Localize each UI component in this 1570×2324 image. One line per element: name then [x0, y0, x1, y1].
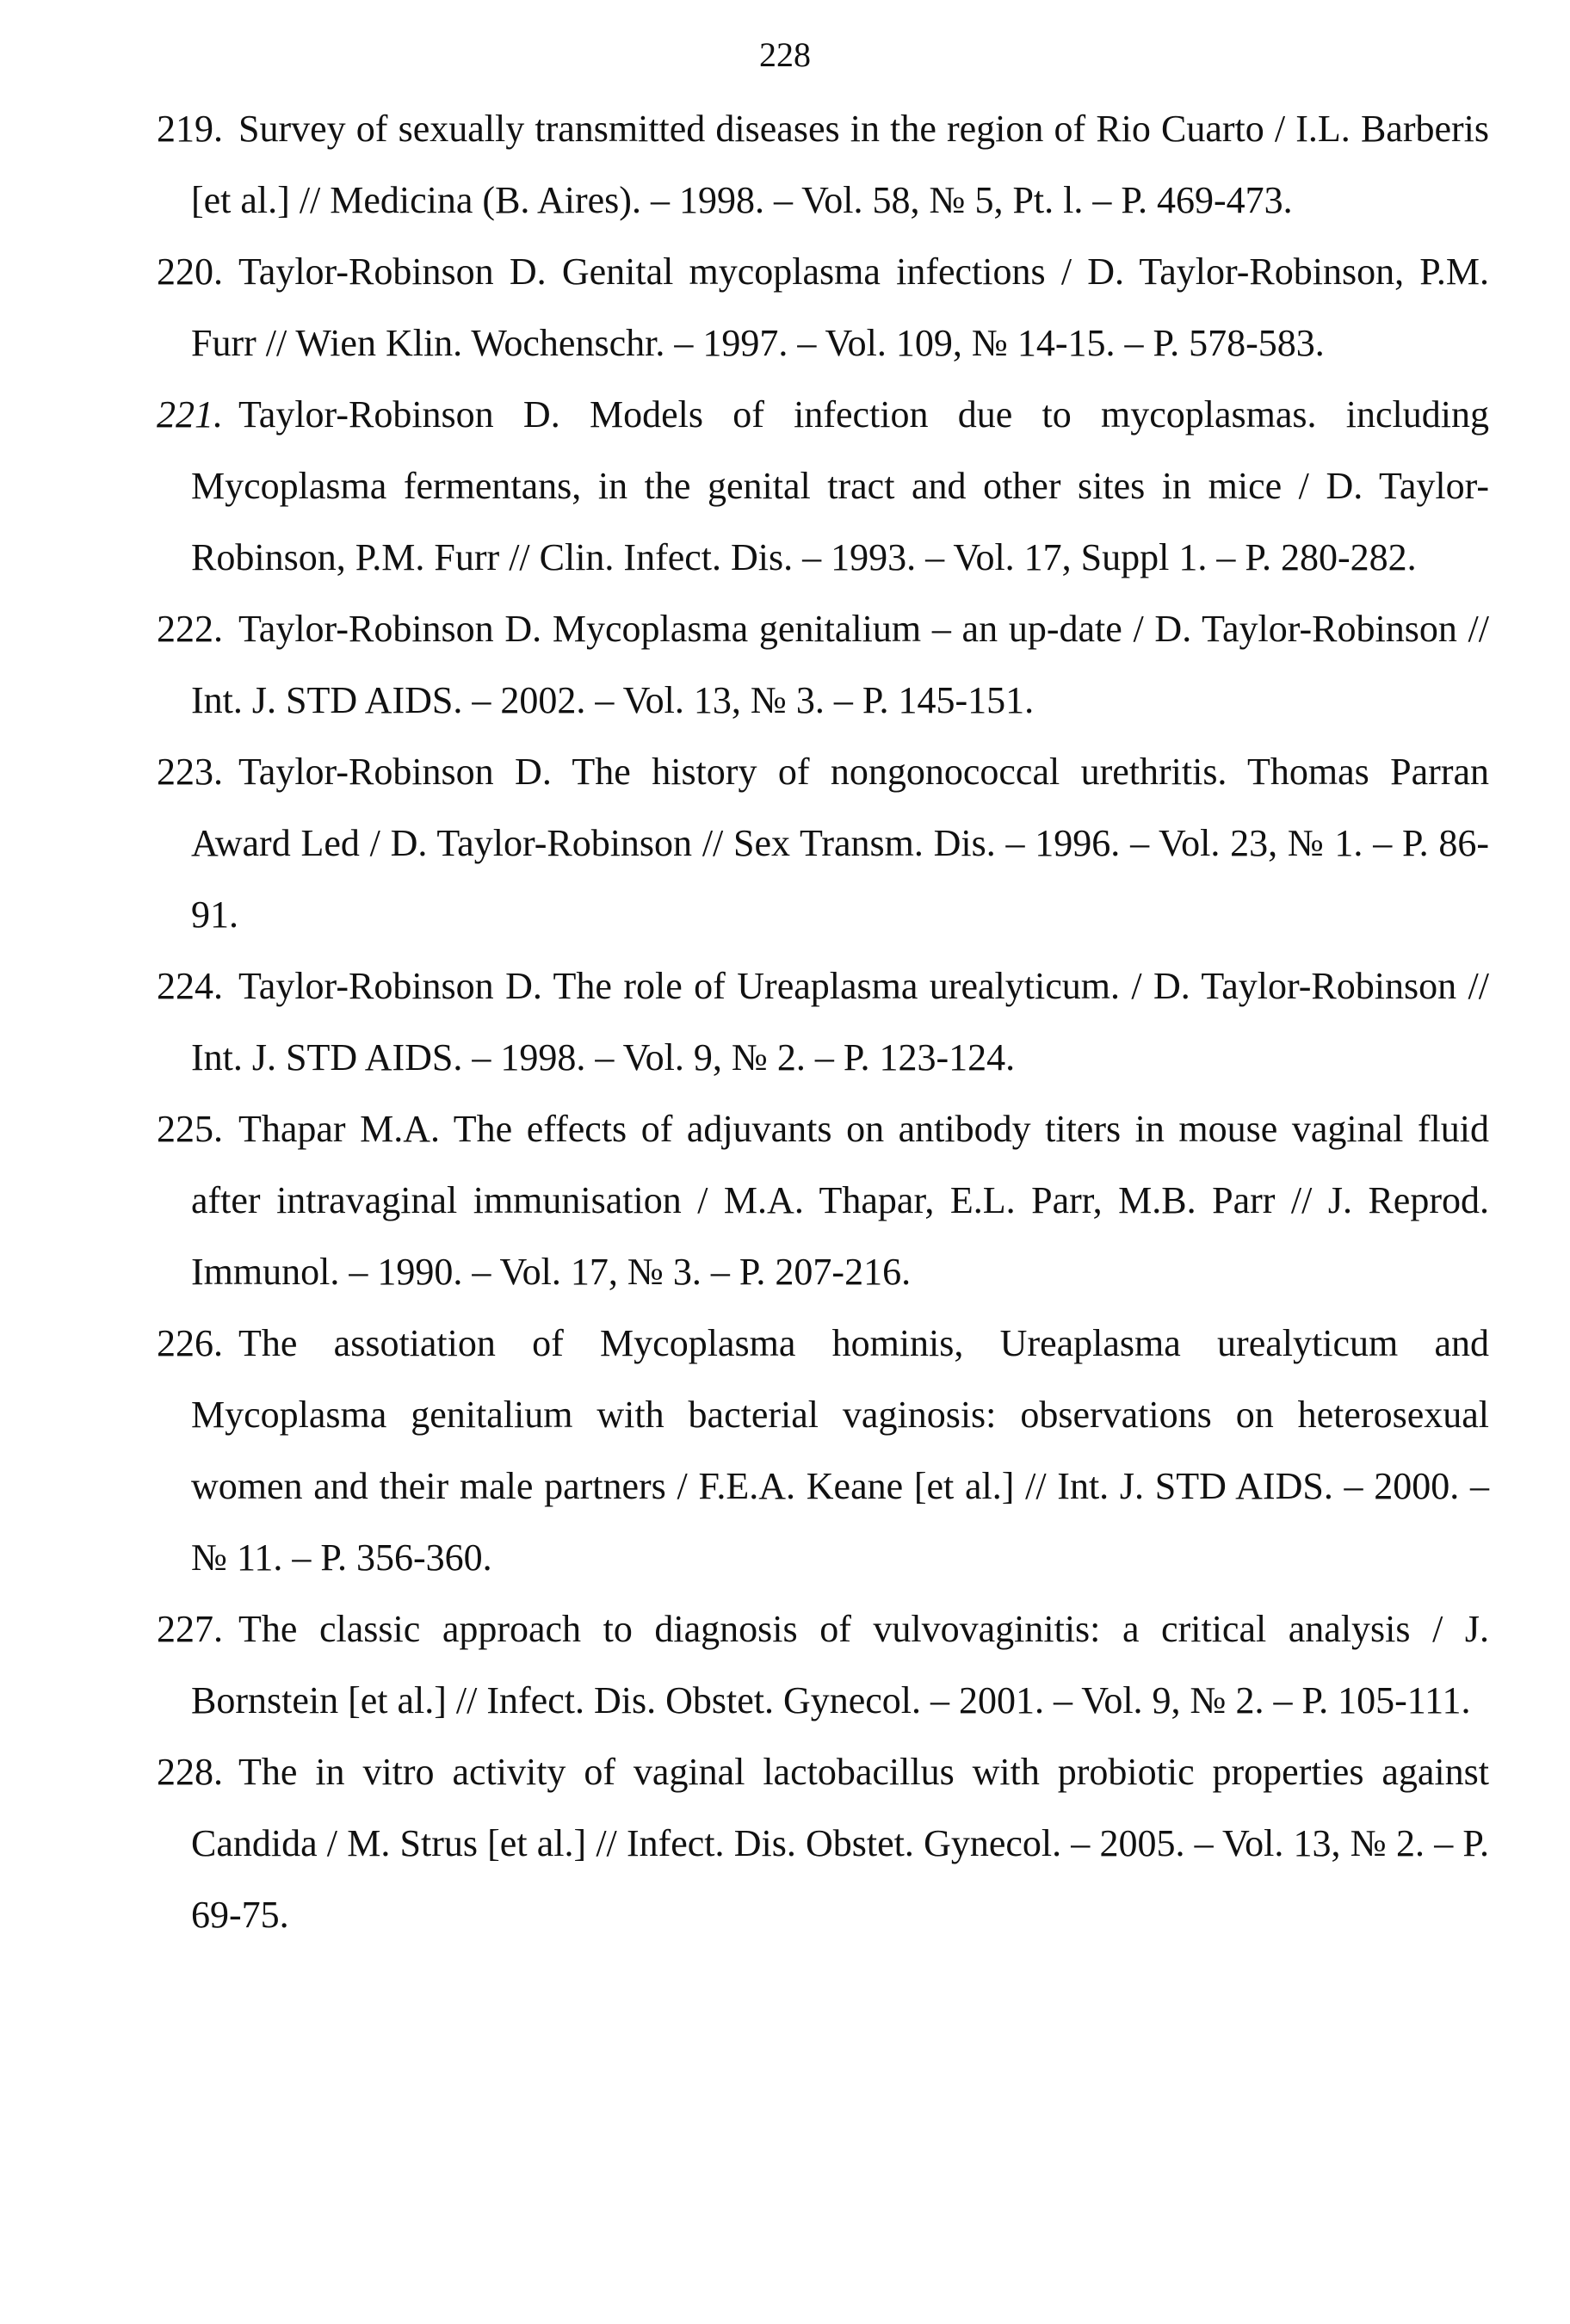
reference-item: [157, 950, 1489, 1093]
reference-item: [157, 1093, 1489, 1307]
reference-list: [157, 93, 1489, 1950]
reference-text: Taylor-Robinson D. Models of infection due to mycoplasmas. including Mycoplasma fermentans, in the genital tract and other sites in mice / D. Taylor-Robinson, P.M. Furr // Clin. Infect. Dis. – 1993. – Vol. 17, Suppl 1. – P. 280-282.: [191, 393, 1489, 578]
reference-item: [157, 1593, 1489, 1736]
reference-text: The in vitro activity of vaginal lactobacillus with probiotic properties against Candida / M. Strus [et al.] // Infect. Dis. Obstet. Gynecol. – 2005. – Vol. 13, № 2. – P. 69-75.: [191, 1751, 1489, 1936]
reference-number: 226.: [157, 1322, 223, 1364]
reference-number: 219.: [157, 108, 223, 150]
reference-text: Taylor-Robinson D. The history of nongonococcal urethritis. Thomas Parran Award Led / D. Taylor-Robinson // Sex Transm. Dis. – 1996. – Vol. 23, № 1. – P. 86-91.: [191, 751, 1489, 936]
reference-item: [157, 593, 1489, 736]
reference-text: The classic approach to diagnosis of vulvovaginitis: a critical analysis / J. Bornstein [et al.] // Infect. Dis. Obstet. Gynecol. – 2001. – Vol. 9, № 2. – P. 105-111.: [191, 1608, 1489, 1721]
reference-number: 221.: [157, 393, 223, 436]
reference-number: 228.: [157, 1751, 223, 1793]
reference-text: Taylor-Robinson D. Genital mycoplasma infections / D. Taylor-Robinson, P.M. Furr // Wien Klin. Wochenschr. – 1997. – Vol. 109, № 14-15. – P. 578-583.: [191, 250, 1489, 364]
reference-item: [157, 379, 1489, 593]
reference-item: [157, 736, 1489, 950]
reference-item: [157, 1736, 1489, 1950]
reference-text: Taylor-Robinson D. The role of Ureaplasma urealyticum. / D. Taylor-Robinson // Int. J. STD AIDS. – 1998. – Vol. 9, № 2. – P. 123-124.: [191, 965, 1489, 1079]
reference-number: 225.: [157, 1108, 223, 1150]
reference-number: 223.: [157, 751, 223, 793]
reference-text: Taylor-Robinson D. Mycoplasma genitalium – an up-date / D. Taylor-Robinson // Int. J. STD AIDS. – 2002. – Vol. 13, № 3. – P. 145-151.: [191, 608, 1489, 721]
reference-number: 222.: [157, 608, 223, 650]
reference-text: Survey of sexually transmitted diseases in the region of Rio Cuarto / I.L. Barberis [et al.] // Medicina (B. Aires). – 1998. – Vol. 58, № 5, Pt. l. – P. 469-473.: [191, 108, 1489, 221]
reference-number: 227.: [157, 1608, 223, 1650]
reference-text: The assotiation of Mycoplasma hominis, Ureaplasma urealyticum and Mycoplasma genitalium with bacterial vaginosis: observations on heterosexual women and their male partners / F.E.A. Keane [et al.] // Int. J. STD AIDS. – 2000. – № 11. – P. 356-360.: [191, 1322, 1489, 1579]
reference-item: [157, 93, 1489, 236]
reference-item: [157, 1307, 1489, 1593]
reference-number: 224.: [157, 965, 223, 1007]
reference-text: Thapar M.A. The effects of adjuvants on antibody titers in mouse vaginal fluid after intravaginal immunisation / M.A. Thapar, E.L. Parr, M.B. Parr // J. Reprod. Immunol. – 1990. – Vol. 17, № 3. – P. 207-216.: [191, 1108, 1489, 1293]
reference-item: [157, 236, 1489, 379]
page-number: 228: [759, 35, 811, 74]
reference-number: 220.: [157, 250, 223, 293]
